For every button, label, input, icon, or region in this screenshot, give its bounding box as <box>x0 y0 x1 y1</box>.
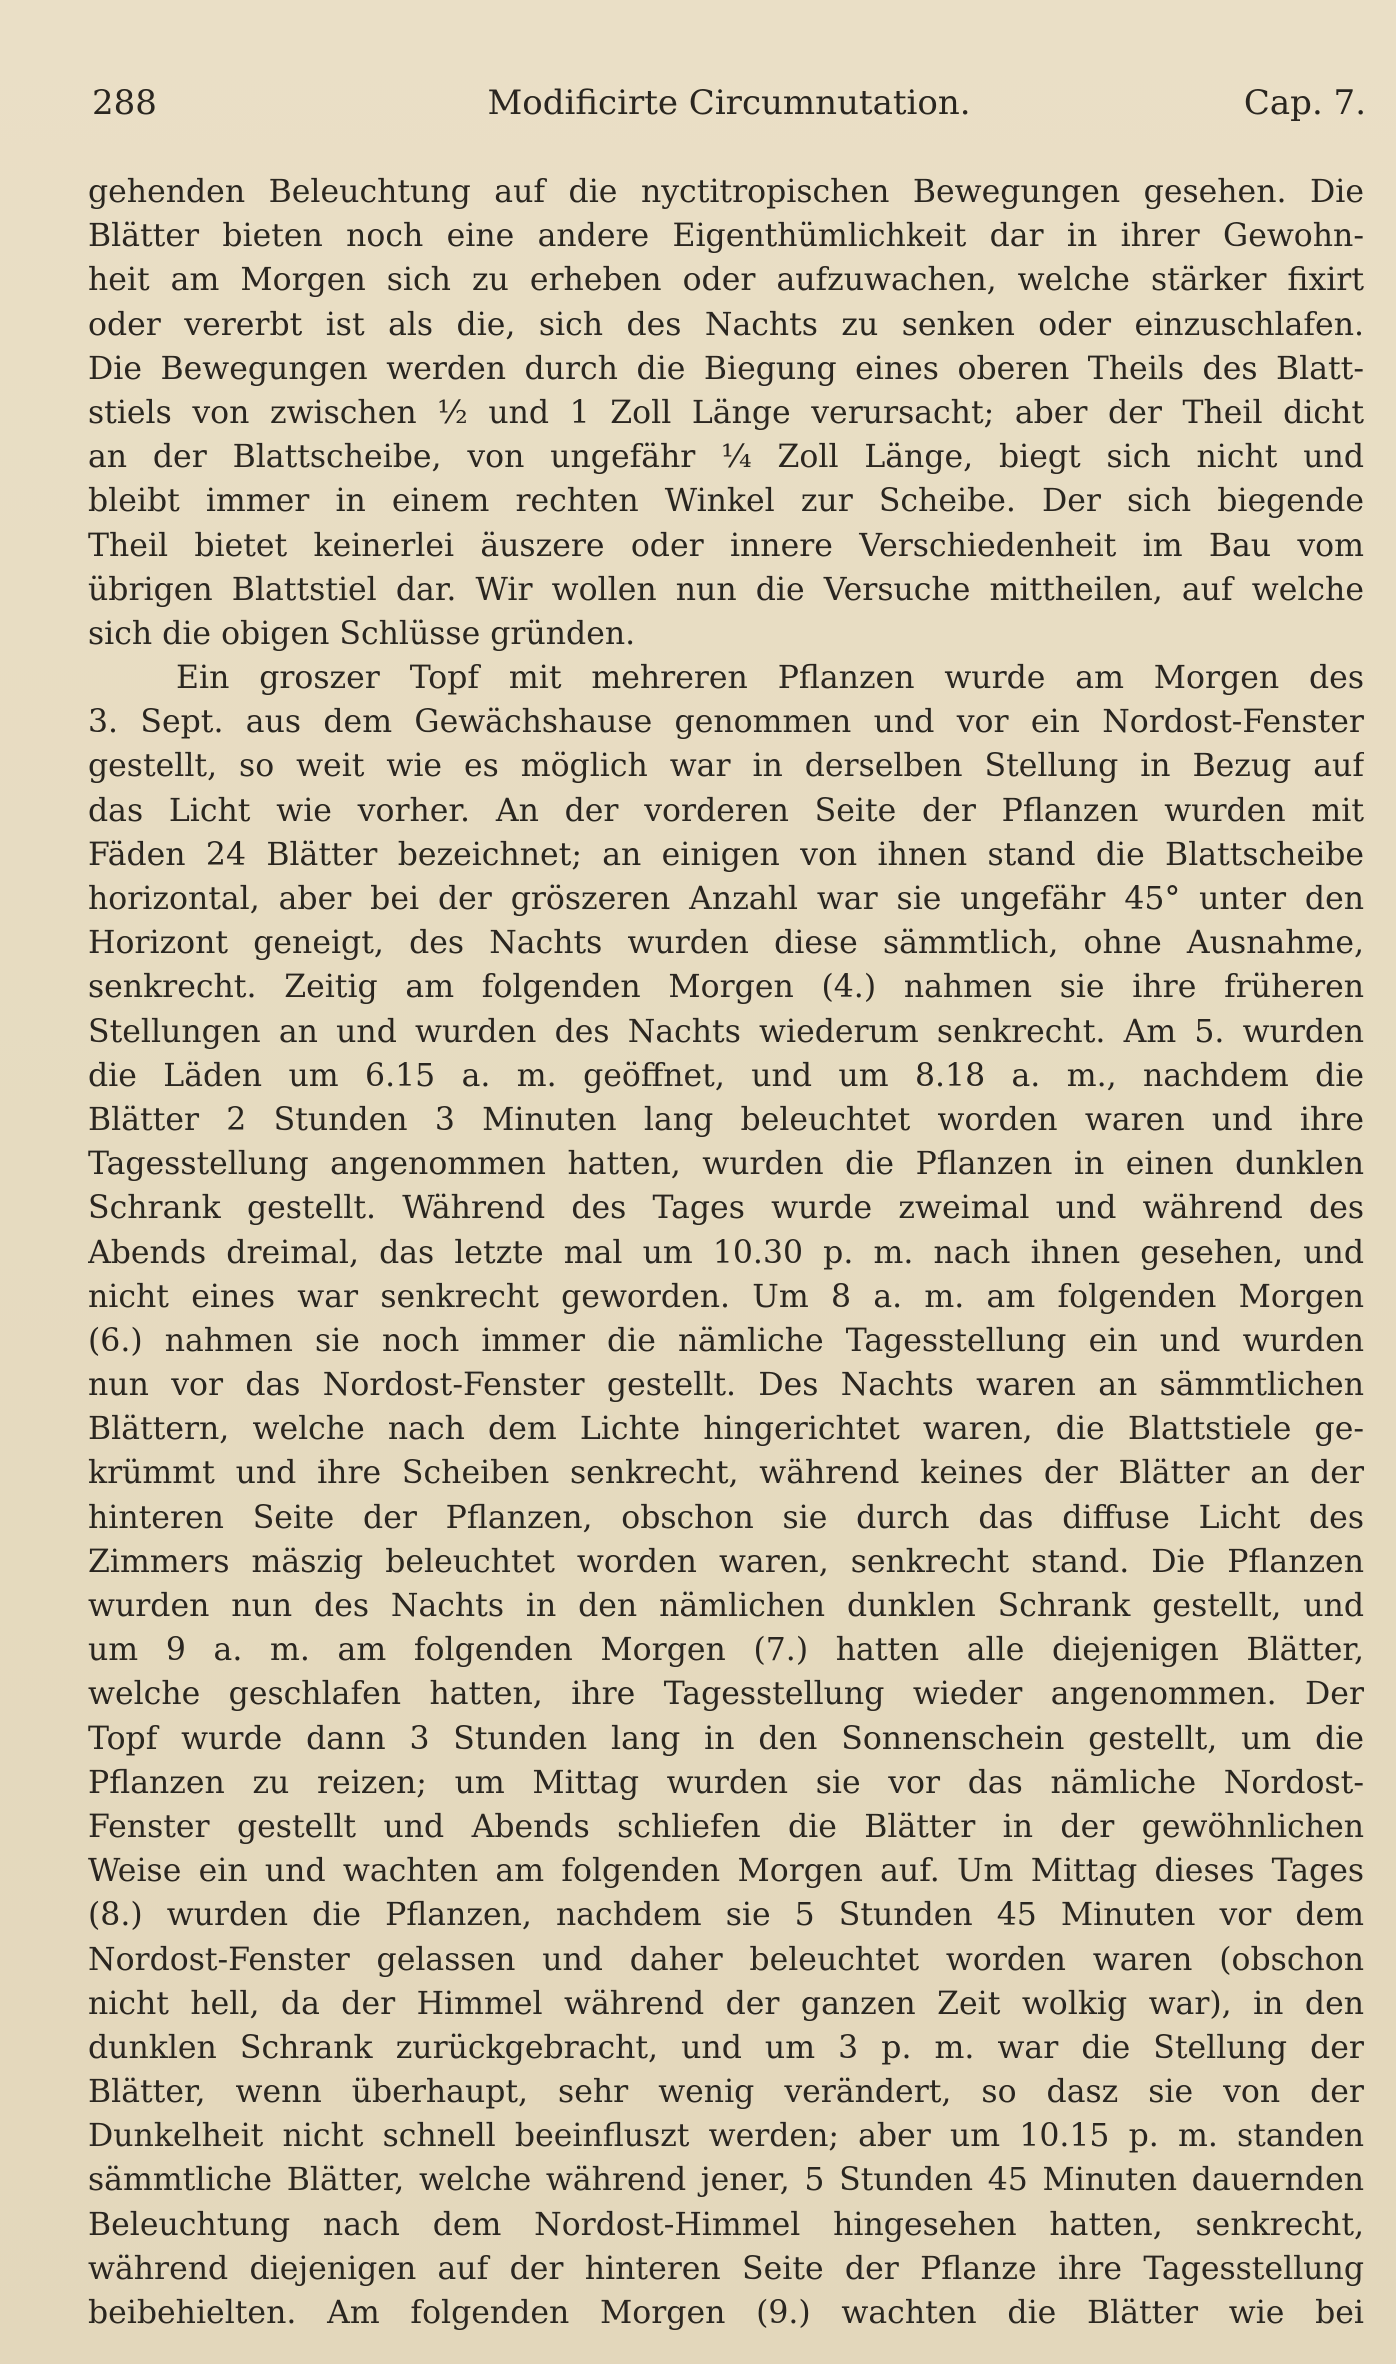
text-line: nicht hell, da der Himmel während der ganzen Zeit wolkig war), in den <box>88 1985 1364 2022</box>
text-line: Schrank gestellt. Während des Tages wurde zweimal und während des <box>88 1190 1364 1227</box>
page-number: 288 <box>92 83 157 123</box>
text-line: senkrecht. Zeitig am folgenden Morgen (4.) nahmen sie ihre früheren <box>88 969 1364 1006</box>
text-line: Die Bewegungen werden durch die Biegung eines oberen Theils des Blatt- <box>88 350 1364 387</box>
text-line: 3. Sept. aus dem Gewächshause genommen und vor ein Nordost-Fenster <box>88 704 1364 741</box>
text-line: nicht eines war senkrecht geworden. Um 8 a. m. am folgenden Morgen <box>88 1278 1364 1315</box>
text-line: horizontal, aber bei der gröszeren Anzahl war sie ungefähr 45° unter den <box>88 881 1364 917</box>
text-line: Nordost-Fenster gelassen und daher beleuchtet worden waren (obschon <box>88 1941 1364 1978</box>
text-line: die Läden um 6.15 a. m. geöffnet, und um 8.18 a. m., nachdem die <box>88 1057 1364 1094</box>
text-line: Pflanzen zu reizen; um Mittag wurden sie vor das nämliche Nordost- <box>88 1764 1364 1801</box>
text-line: Stellungen an und wurden des Nachts wiederum senkrecht. Am 5. wurden <box>88 1013 1364 1050</box>
text-line: gehenden Beleuchtung auf die nyctitropischen Bewegungen gesehen. Die <box>88 174 1364 210</box>
text-line: Ein groszer Topf mit mehreren Pflanzen wurde am Morgen des <box>176 660 1364 697</box>
paragraph <box>88 656 1364 2335</box>
text-line: Tagesstellung angenommen hatten, wurden die Pflanzen in einen dunklen <box>88 1146 1364 1183</box>
text-line: gestellt, so weit wie es möglich war in derselben Stellung in Bezug auf <box>88 748 1364 785</box>
text-line: Blätter 2 Stunden 3 Minuten lang beleuchtet worden waren und ihre <box>88 1101 1364 1138</box>
text-line: (6.) nahmen sie noch immer die nämliche Tagesstellung ein und wurden <box>88 1322 1364 1359</box>
body-text <box>88 170 1364 2335</box>
text-line: Blätter, wenn überhaupt, sehr wenig verändert, so dasz sie von der <box>88 2074 1364 2111</box>
text-line: Blätter bieten noch eine andere Eigenthümlichkeit dar in ihrer Gewohn- <box>88 218 1364 255</box>
text-line: während diejenigen auf der hinteren Seite der Pflanze ihre Tagesstellung <box>88 2250 1364 2287</box>
text-line: Theil bietet keinerlei äuszere oder innere Verschiedenheit im Bau vom <box>88 527 1364 564</box>
text-line: Horizont geneigt, des Nachts wurden diese sämmtlich, ohne Ausnahme, <box>88 925 1364 962</box>
text-line: nun vor das Nordost-Fenster gestellt. Des Nachts waren an sämmtlichen <box>88 1367 1364 1404</box>
text-line: Fäden 24 Blätter bezeichnet; an einigen von ihnen stand die Blattscheibe <box>88 836 1364 873</box>
text-line: Topf wurde dann 3 Stunden lang in den Sonnenschein gestellt, um die <box>88 1720 1364 1757</box>
text-line: das Licht wie vorher. An der vorderen Seite der Pflanzen wurden mit <box>88 792 1364 829</box>
text-line: welche geschlafen hatten, ihre Tagesstellung wieder angenommen. Der <box>88 1676 1364 1713</box>
text-line: Dunkelheit nicht schnell beeinfluszt werden; aber um 10.15 p. m. standen <box>88 2118 1364 2155</box>
text-line: Weise ein und wachten am folgenden Morgen auf. Um Mittag dieses Tages <box>88 1853 1364 1890</box>
text-line: hinteren Seite der Pflanzen, obschon sie durch das diffuse Licht des <box>88 1499 1364 1536</box>
text-line: übrigen Blattstiel dar. Wir wollen nun die Versuche mittheilen, auf welche <box>88 571 1364 608</box>
text-line: an der Blattscheibe, von ungefähr ¼ Zoll Länge, biegt sich nicht und <box>88 439 1364 476</box>
text-line: Blättern, welche nach dem Lichte hingerichtet waren, die Blattstiele ge- <box>88 1411 1364 1448</box>
text-line: bleibt immer in einem rechten Winkel zur Scheibe. Der sich biegende <box>88 483 1364 520</box>
text-line: Abends dreimal, das letzte mal um 10.30 p. m. nach ihnen gesehen, und <box>88 1234 1364 1271</box>
text-line: Zimmers mäszig beleuchtet worden waren, senkrecht stand. Die Pflanzen <box>88 1543 1364 1580</box>
text-line: beibehielten. Am folgenden Morgen (9.) wachten die Blätter wie bei <box>88 2295 1364 2331</box>
text-line: stiels von zwischen ½ und 1 Zoll Länge verursacht; aber der Theil dicht <box>88 394 1364 431</box>
text-line: dunklen Schrank zurückgebracht, und um 3 p. m. war die Stellung der <box>88 2029 1364 2066</box>
running-title: Modificirte Circumnutation. <box>487 83 971 123</box>
text-line: sich die obigen Schlüsse gründen. <box>88 615 636 652</box>
running-header <box>92 78 1366 128</box>
text-line: heit am Morgen sich zu erheben oder aufzuwachen, welche stärker fixirt <box>88 262 1364 299</box>
text-line: Beleuchtung nach dem Nordost-Himmel hingesehen hatten, senkrecht, <box>88 2206 1364 2243</box>
text-line: sämmtliche Blätter, welche während jener, 5 Stunden 45 Minuten dauernden <box>88 2162 1364 2199</box>
text-line: (8.) wurden die Pflanzen, nachdem sie 5 Stunden 45 Minuten vor dem <box>88 1897 1364 1934</box>
chapter-label: Cap. 7. <box>1243 83 1366 123</box>
text-line: um 9 a. m. am folgenden Morgen (7.) hatten alle diejenigen Blätter, <box>88 1632 1364 1669</box>
text-line: oder vererbt ist als die, sich des Nachts zu senken oder einzuschlafen. <box>88 306 1364 343</box>
text-line: krümmt und ihre Scheiben senkrecht, während keines der Blätter an der <box>88 1455 1364 1492</box>
text-line: Fenster gestellt und Abends schliefen die Blätter in der gewöhnlichen <box>88 1808 1364 1845</box>
text-line: wurden nun des Nachts in den nämlichen dunklen Schrank gestellt, und <box>88 1588 1364 1624</box>
paragraph <box>88 170 1364 656</box>
